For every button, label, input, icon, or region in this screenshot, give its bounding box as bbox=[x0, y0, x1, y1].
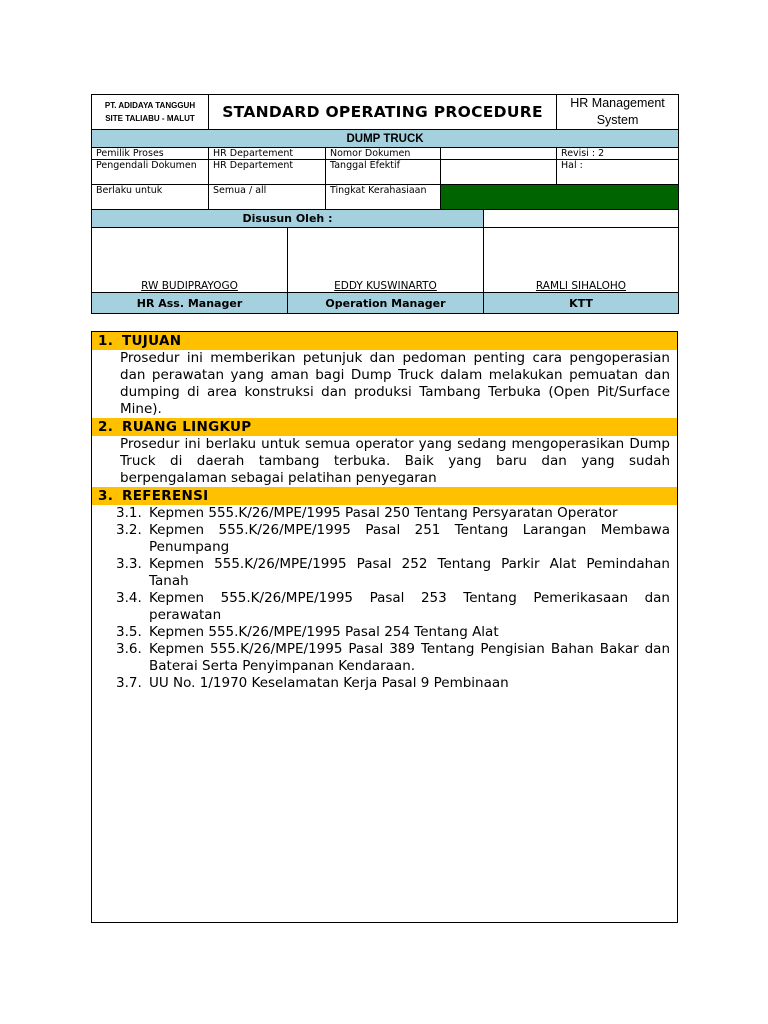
reference-number: 3.3. bbox=[116, 556, 142, 572]
section-text-purpose: Prosedur ini memberikan petunjuk dan pedoman penting cara pengoperasian dan perawatan yang aman bagi Dump Truck dalam melakukan pemuatan dan dumping di area konstruksi dan produksi Tambang Terbuka (Open Pit/Surface Mine). bbox=[120, 350, 670, 417]
section-title: REFERENSI bbox=[122, 488, 209, 504]
reference-item bbox=[92, 590, 670, 624]
section-number: 1. bbox=[98, 333, 114, 349]
reference-item bbox=[92, 505, 670, 522]
section-text-scope: Prosedur ini berlaku untuk semua operator yang sedang mengoperasikan Dump Truck di daerah tambang terbuka. Baik yang baru dan yang sudah berpengalaman sebagai pelatihan penyegaran bbox=[120, 436, 670, 486]
reference-number: 3.6. bbox=[116, 641, 142, 657]
page-title: STANDARD OPERATING PROCEDURE bbox=[209, 95, 557, 130]
confidentiality-label: Tingkat Kerahasiaan bbox=[326, 185, 441, 210]
signature-box-3 bbox=[484, 228, 679, 293]
section-heading-purpose bbox=[92, 332, 677, 350]
reference-item bbox=[92, 522, 670, 556]
prepared-by-blank bbox=[484, 210, 679, 228]
system-line-1: HR Management bbox=[570, 96, 665, 110]
signatory-role-1: HR Ass. Manager bbox=[92, 293, 288, 314]
reference-item bbox=[92, 624, 670, 641]
section-heading-scope bbox=[92, 418, 677, 436]
section-heading-references bbox=[92, 487, 677, 505]
reference-number: 3.5. bbox=[116, 624, 142, 640]
section-number: 3. bbox=[98, 488, 114, 504]
prepared-by-table bbox=[91, 209, 679, 314]
prepared-by-title: Disusun Oleh : bbox=[92, 210, 484, 228]
reference-number: 3.1. bbox=[116, 505, 142, 521]
applies-to-label: Berlaku untuk bbox=[92, 185, 209, 210]
reference-item bbox=[92, 556, 670, 590]
reference-text: Kepmen 555.K/26/MPE/1995 Pasal 389 Tentang Pengisian Bahan Bakar dan Baterai Serta Penyimpanan Kendaraan. bbox=[149, 641, 670, 674]
signatory-name-2: EDDY KUSWINARTO bbox=[334, 280, 437, 292]
reference-list bbox=[92, 505, 677, 692]
signatory-name-3: RAMLI SIHALOHO bbox=[535, 280, 627, 292]
section-number: 2. bbox=[98, 419, 114, 435]
effective-date-value bbox=[441, 160, 557, 185]
reference-number: 3.7. bbox=[116, 675, 142, 691]
system-name bbox=[557, 95, 679, 130]
reference-item bbox=[92, 641, 670, 675]
section-title: RUANG LINGKUP bbox=[122, 419, 252, 435]
applies-to-value: Semua / all bbox=[209, 185, 326, 210]
reference-text: Kepmen 555.K/26/MPE/1995 Pasal 251 Tentang Larangan Membawa Penumpang bbox=[149, 522, 670, 555]
effective-date-label: Tanggal Efektif bbox=[326, 160, 441, 185]
doc-number-value bbox=[441, 148, 557, 160]
controller-label: Pengendali Dokumen bbox=[92, 160, 209, 185]
reference-number: 3.4. bbox=[116, 590, 142, 606]
document-body bbox=[91, 331, 678, 923]
reference-text: Kepmen 555.K/26/MPE/1995 Pasal 253 Tentang Pemerikasaan dan perawatan bbox=[149, 590, 670, 623]
signatory-name-1: RW BUDIPRAYOGO bbox=[141, 280, 238, 292]
company-line-2: SITE TALIABU - MALUT bbox=[105, 114, 195, 123]
doc-number-label: Nomor Dokumen bbox=[326, 148, 441, 160]
section-title: TUJUAN bbox=[122, 333, 182, 349]
page-number: Hal : bbox=[557, 160, 679, 185]
reference-item bbox=[92, 675, 670, 692]
reference-text: Kepmen 555.K/26/MPE/1995 Pasal 254 Tentang Alat bbox=[149, 624, 499, 640]
reference-number: 3.2. bbox=[116, 522, 142, 538]
reference-text: Kepmen 555.K/26/MPE/1995 Pasal 252 Tentang Parkir Alat Pemindahan Tanah bbox=[149, 556, 670, 589]
signatory-role-3: KTT bbox=[484, 293, 679, 314]
controller-value: HR Departement bbox=[209, 160, 326, 185]
signatory-role-2: Operation Manager bbox=[288, 293, 484, 314]
company-line-1: PT. ADIDAYA TANGGUH bbox=[104, 101, 196, 110]
revision: Revisi : 2 bbox=[557, 148, 679, 160]
header-table bbox=[91, 94, 679, 210]
owner-value: HR Departement bbox=[209, 148, 326, 160]
confidentiality-indicator bbox=[441, 185, 679, 210]
reference-text: UU No. 1/1970 Keselamatan Kerja Pasal 9 Pembinaan bbox=[149, 675, 509, 691]
document-title: DUMP TRUCK bbox=[92, 130, 679, 148]
system-line-2: System bbox=[596, 113, 639, 127]
owner-label: Pemilik Proses bbox=[92, 148, 209, 160]
signature-box-2 bbox=[288, 228, 484, 293]
reference-text: Kepmen 555.K/26/MPE/1995 Pasal 250 Tentang Persyaratan Operator bbox=[149, 505, 618, 521]
signature-box-1 bbox=[92, 228, 288, 293]
company-name bbox=[92, 95, 209, 130]
document-header bbox=[91, 94, 678, 314]
